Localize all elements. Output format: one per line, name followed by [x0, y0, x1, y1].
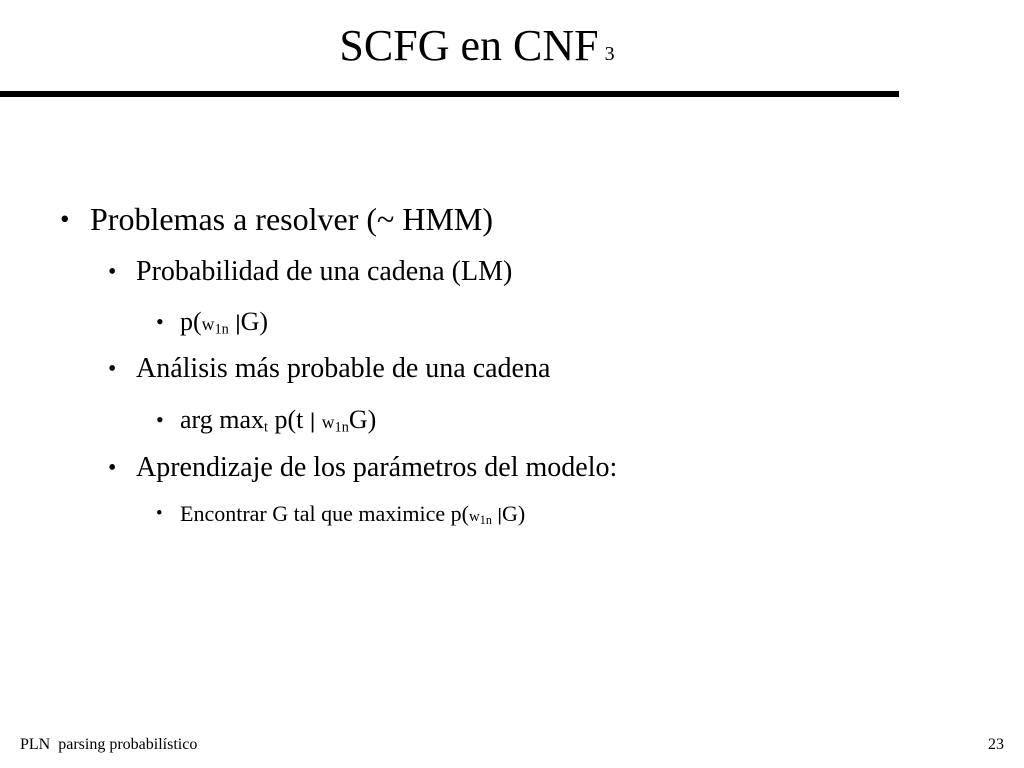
title-divider [0, 91, 899, 97]
slide-title [0, 18, 954, 82]
bullet-marker: • [156, 309, 164, 334]
footer-course-label: PLN parsing probabilístico [20, 736, 198, 753]
formula-encontrar: Encontrar G tal que maximice $p(w_{1n}$ |G) [180, 501, 526, 528]
formula-argmax: arg $\max_t p(t$ | $w_{1n}G$) [180, 405, 377, 436]
slide-title-text: SCFG en CNF [339, 21, 599, 70]
bullet-marker: • [108, 259, 117, 285]
slide-title-number: 3 [604, 43, 615, 65]
bullet-text: Problemas a resolver (~ HMM) [90, 201, 493, 237]
bullet-marker: • [108, 455, 117, 481]
bullet-marker: • [108, 356, 117, 382]
formula-p-w-g: $p(w_{1n}$ |G) [180, 307, 269, 338]
bullet-marker: • [60, 204, 70, 234]
bullet-marker: • [156, 407, 164, 432]
bullet-text: Aprendizaje de los parámetros del modelo: [136, 452, 618, 483]
bullet-text: Análisis más probable de una cadena [136, 353, 551, 384]
page-number: 23 [988, 736, 1004, 753]
bullet-text: Probabilidad de una cadena (LM) [136, 256, 513, 287]
bullet-marker: • [156, 503, 163, 524]
